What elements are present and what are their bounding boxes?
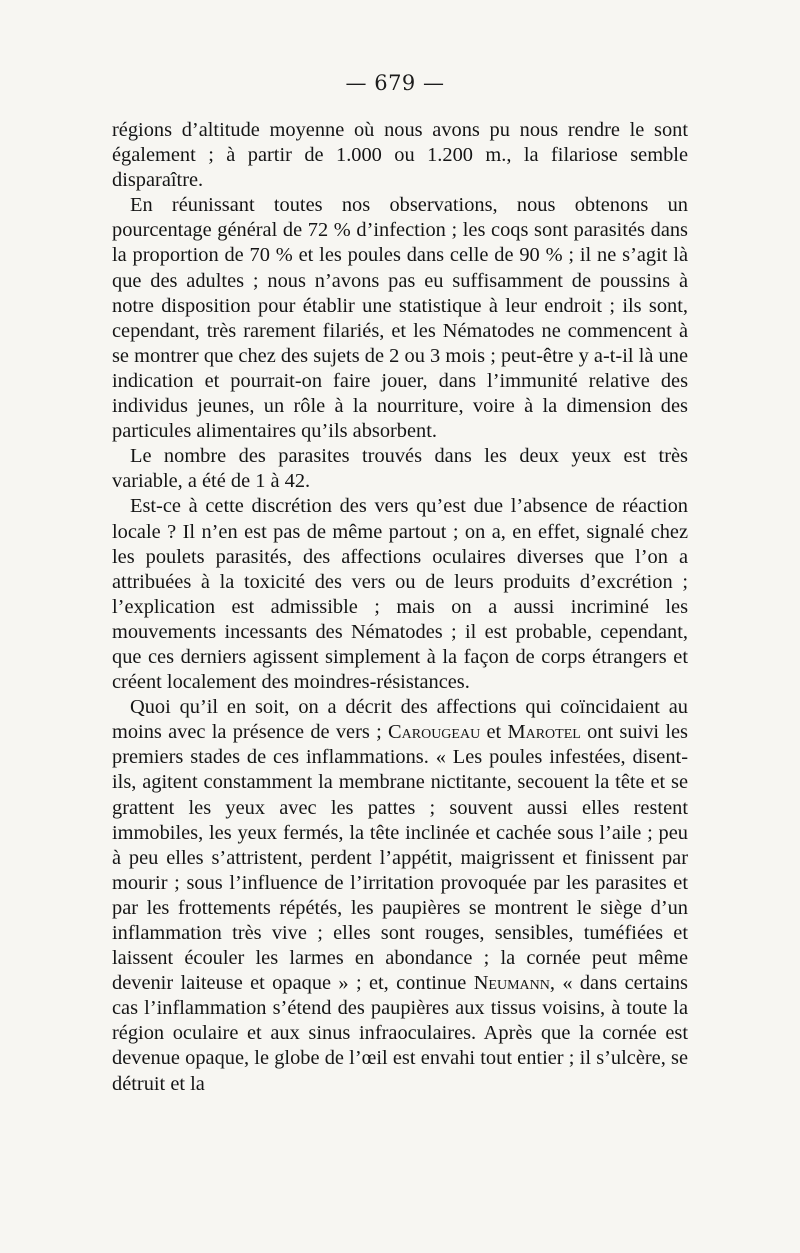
author-name-neumann: Neumann (473, 972, 550, 995)
paragraph-3 (112, 444, 688, 494)
author-name-carougeau: Carougeau (388, 721, 481, 744)
text-run: régions d’altitude moyenne où nous avons pu nous rendre le sont également ; à partir de 1.000 ou 1.200 m., la filariose semble disparaître. (112, 119, 688, 192)
text-run: et (480, 721, 508, 744)
paragraph-2 (112, 193, 688, 444)
author-name-marotel: Marotel (507, 721, 581, 744)
paragraph-4 (112, 494, 688, 695)
text-run: En réunissant toutes nos observations, nous obtenons un pourcentage général de 72 % d’infection ; les coqs sont parasités dans la proportion de 70 % et les poules dans celle de 90 % ; il ne s’agit là que des adultes ; nous n’avons pas eu suffisamment de poussins à notre disposition pour établir une statistique à leur endroit ; ils sont, cependant, très rarement filariés, et les Nématodes ne commencent à se montrer que chez des sujets de 2 ou 3 mois ; peut-être y a-t-il là une indication et pourrait-on faire jouer, dans l’immunité relative des individus jeunes, un rôle à la nourriture, voire à la dimension des particules alimentaires qu’ils absorbent. (112, 194, 688, 443)
text-run: Quoi qu’il en soit, on a décrit des affections qui coïncidaient au moins avec la présence de vers ; (112, 696, 688, 744)
paragraph-1 (112, 118, 688, 193)
text-run: ont suivi les premiers stades de ces inflammations. « Les poules infestées, disent-ils, agitent constamment la membrane nictitante, secouent la tête et se grattent les yeux avec les pattes ; souvent aussi elles restent immobiles, les yeux fermés, la tête inclinée et cachée sous l’aile ; peu à peu elles s’attristent, perdent l’appétit, maigrissent et finissent par mourir ; sous l’influence de l’irritation provoquée par les parasites et par les frottements répétés, les paupières se montrent le siège d’un inflammation très vive ; elles sont rouges, sensibles, tuméfiées et laissent écouler les larmes en abondance ; la cornée peut même devenir laiteuse et opaque » ; et, continue (112, 721, 688, 995)
page-number: — 679 — (345, 71, 445, 95)
text-run: , « dans certains cas l’inflammation s’étend des paupières aux tissus voisins, à toute la région oculaire et aux sinus infraoculaires. Après que la cornée est devenue opaque, le globe de l’œil est envahi tout entier ; il s’ulcère, se détruit et la (112, 972, 688, 1095)
body-text (112, 118, 688, 1097)
paragraph-5 (112, 695, 688, 1097)
text-run: Est-ce à cette discrétion des vers qu’est due l’absence de réaction locale ? Il n’en est pas de même partout ; on a, en effet, signalé chez les poulets parasités, des affections oculaires diverses que l’on a attribuées à la toxicité des vers ou de leurs produits d’excrétion ; l’explication est admissible ; mais on a aussi incriminé les mouvements incessants des Nématodes ; il est probable, cependant, que ces derniers agissent simplement à la façon de corps étrangers et créent localement des moindres-résistances. (112, 495, 688, 694)
text-run: Le nombre des parasites trouvés dans les deux yeux est très variable, a été de 1 à 42. (112, 445, 688, 493)
